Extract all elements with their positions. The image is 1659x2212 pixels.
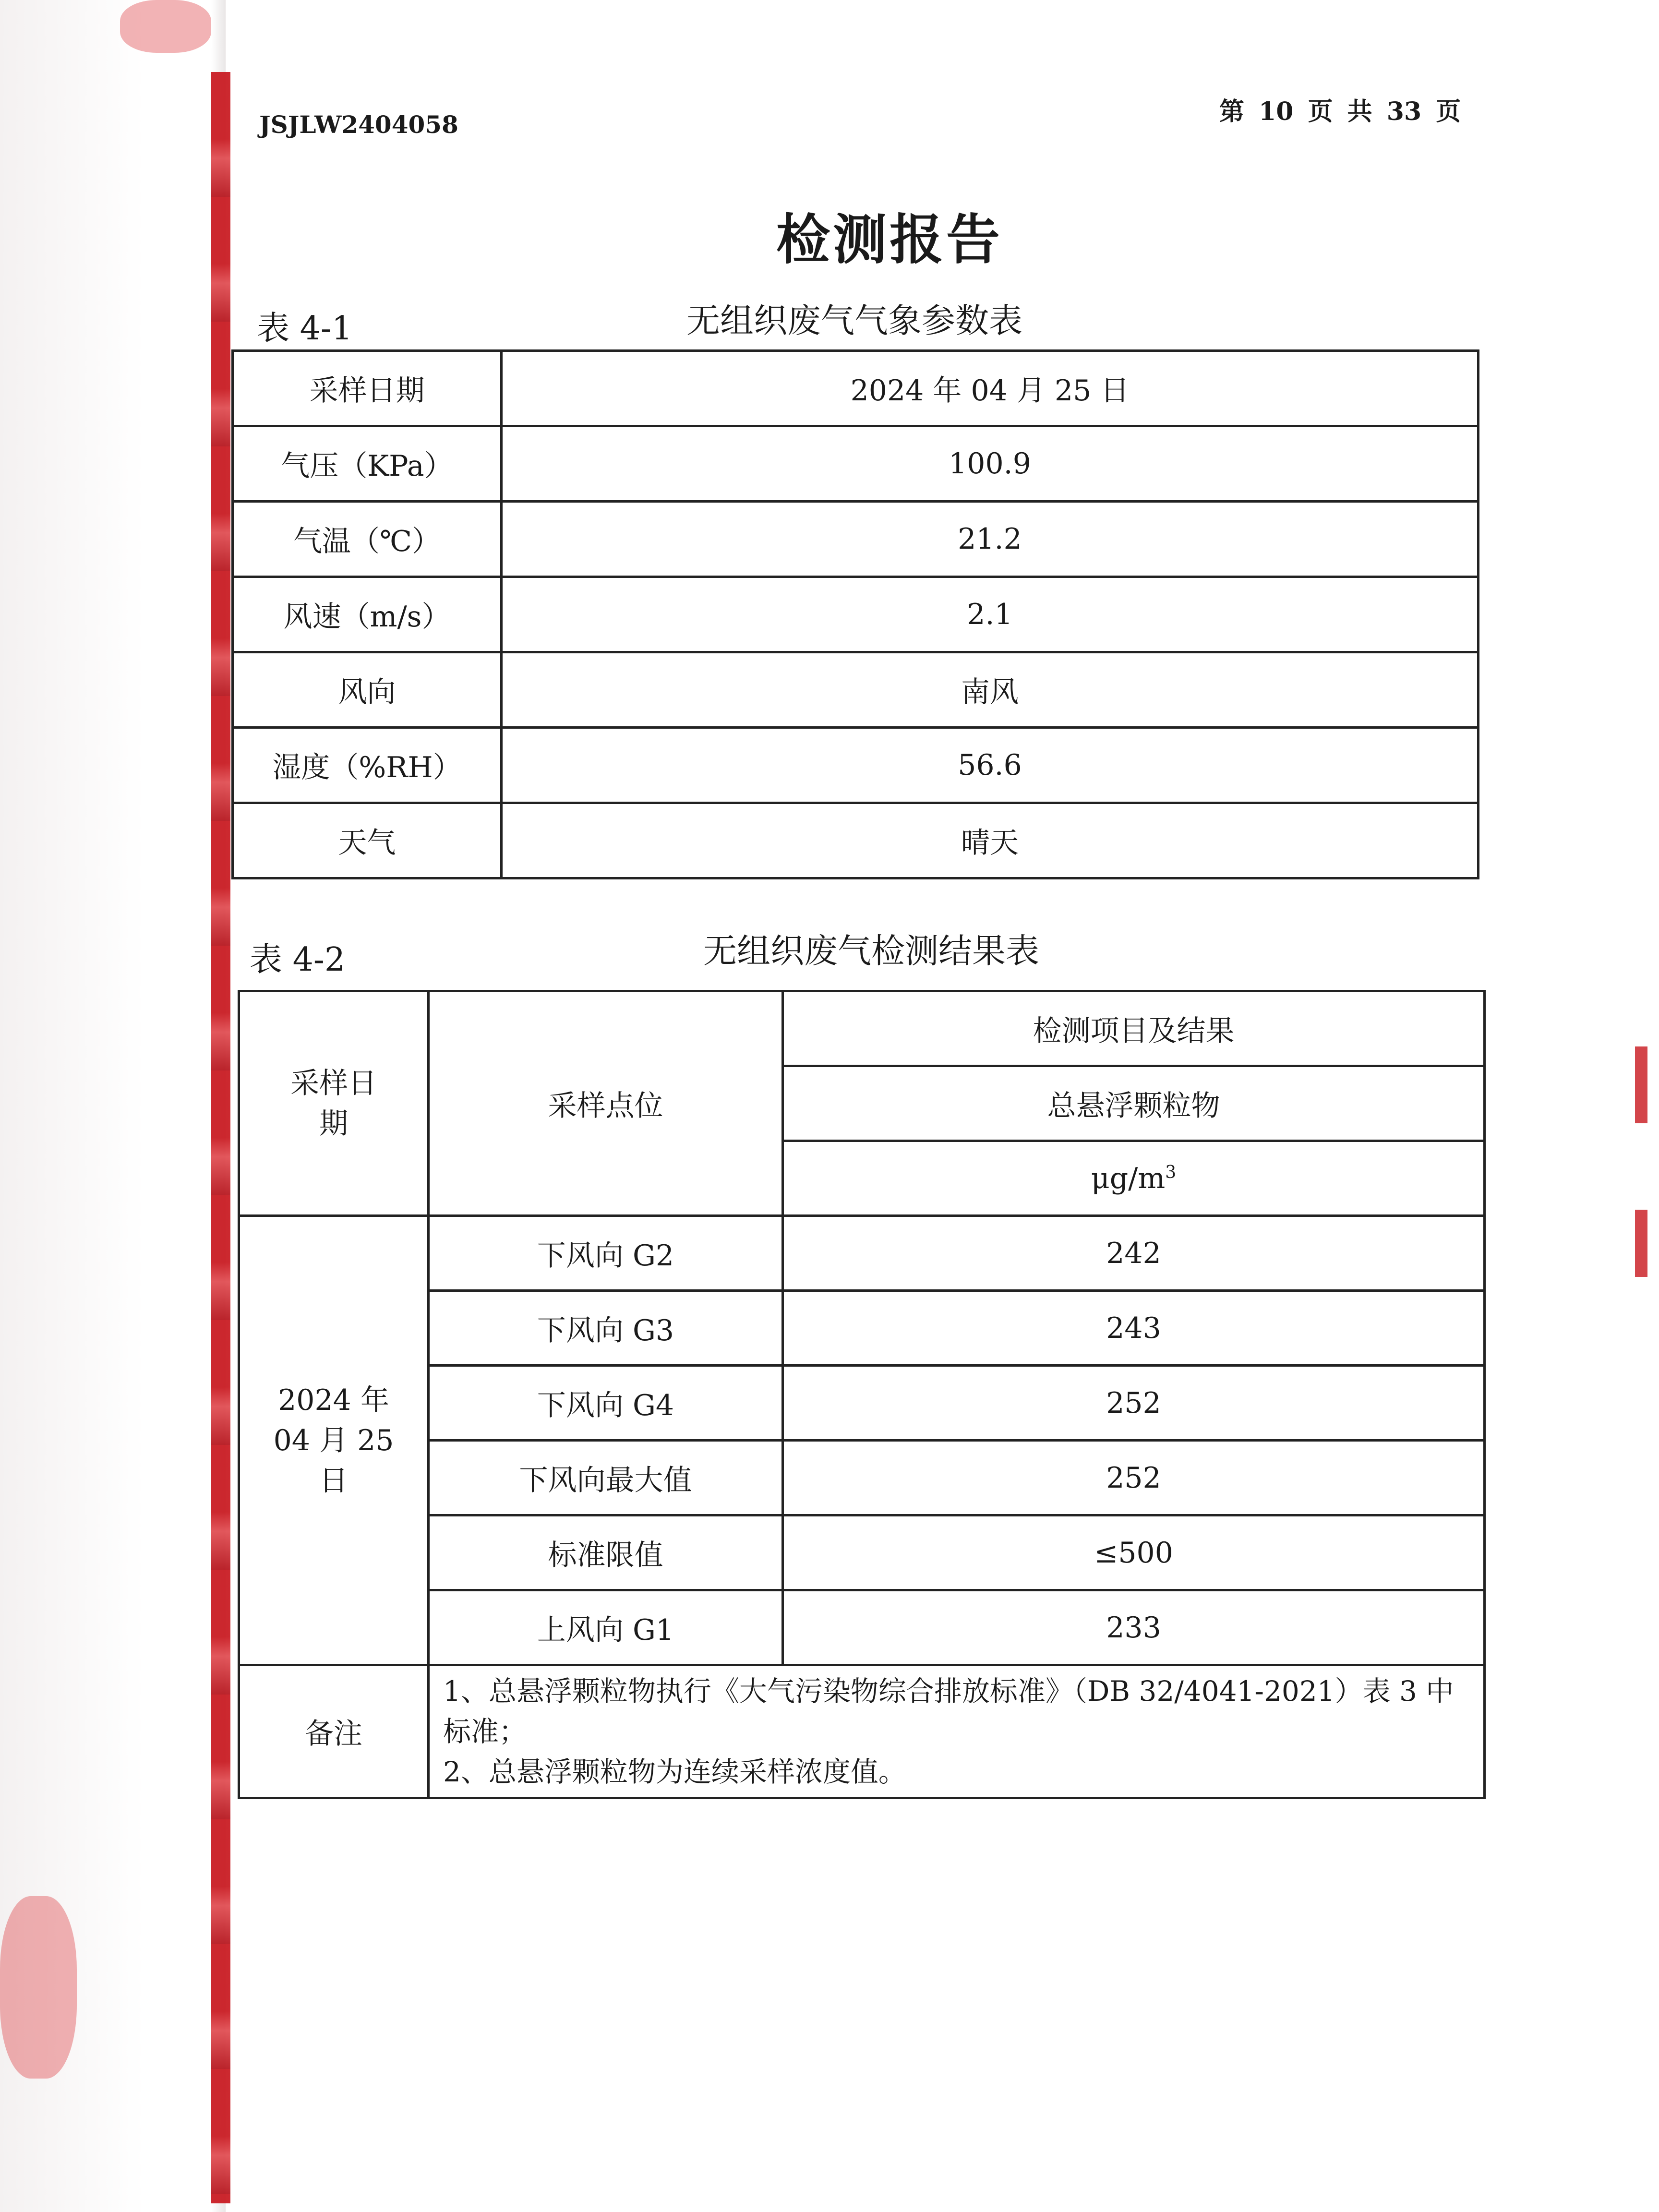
sampling-point: 下风向最大值 [429, 1441, 783, 1515]
remarks-row [239, 1665, 1485, 1798]
remarks-content [429, 1665, 1485, 1798]
item-header: 总悬浮颗粒物 [783, 1066, 1485, 1141]
table-row [233, 652, 1479, 728]
sampling-date-header-text: 采样日期 [290, 1066, 377, 1141]
meteorological-table [231, 349, 1479, 879]
sampling-point: 下风向 G3 [429, 1291, 783, 1366]
document-number: JSJLW2404058 [259, 110, 458, 139]
seal-trace [1635, 1046, 1647, 1123]
result-value: 243 [783, 1291, 1485, 1366]
sampling-point: 标准限值 [429, 1515, 783, 1590]
table1-title: 无组织废气气象参数表 [686, 301, 1022, 340]
sampling-point: 下风向 G2 [429, 1216, 783, 1291]
unit-header [783, 1141, 1485, 1216]
table2-title: 无组织废气检测结果表 [703, 931, 1039, 971]
param-value: 100.9 [502, 426, 1479, 502]
binding-edge [0, 0, 226, 2212]
seal-stamp-edge [211, 72, 230, 2203]
unit-superscript: 3 [1165, 1162, 1177, 1182]
table-row [233, 502, 1479, 577]
param-value: 56.6 [502, 728, 1479, 803]
table-row [233, 351, 1479, 426]
param-value: 晴天 [502, 803, 1479, 878]
param-label: 天气 [233, 803, 502, 878]
unit-base: μg/m [1091, 1161, 1166, 1195]
sampling-date-header [239, 991, 429, 1216]
param-value: 21.2 [502, 502, 1479, 577]
result-value: 242 [783, 1216, 1485, 1291]
param-value: 2.1 [502, 577, 1479, 652]
table-row [239, 1216, 1485, 1291]
result-value: 233 [783, 1590, 1485, 1665]
sampling-point: 下风向 G4 [429, 1366, 783, 1441]
table-row [233, 803, 1479, 878]
param-label: 湿度（%RH） [233, 728, 502, 803]
param-value: 南风 [502, 652, 1479, 728]
remark-item: 1、总悬浮颗粒物执行《大气污染物综合排放标准》（DB 32/4041-2021）表 3 中标准； [443, 1675, 1454, 1748]
seal-trace [0, 1896, 77, 2079]
param-label: 气温（℃） [233, 502, 502, 577]
param-value: 2024 年 04 月 25 日 [502, 351, 1479, 426]
result-value: ≤500 [783, 1515, 1485, 1590]
table-header-row [239, 991, 1485, 1066]
result-value: 252 [783, 1441, 1485, 1515]
sampling-point-header: 采样点位 [429, 991, 783, 1216]
param-label: 风速（m/s） [233, 577, 502, 652]
result-value: 252 [783, 1366, 1485, 1441]
table2-label: 表 4-2 [250, 941, 346, 979]
remarks-label: 备注 [239, 1665, 429, 1798]
seal-trace [120, 0, 211, 53]
param-label: 采样日期 [233, 351, 502, 426]
table1-label: 表 4-1 [257, 310, 353, 348]
sampling-date-value: 2024 年 04 月 25 日 [273, 1383, 394, 1498]
sampling-point: 上风向 G1 [429, 1590, 783, 1665]
sampling-date-cell [239, 1216, 429, 1665]
table-row [233, 426, 1479, 502]
seal-trace [1635, 1210, 1647, 1277]
param-label: 风向 [233, 652, 502, 728]
page-title: 检测报告 [776, 208, 1003, 271]
page-number: 第 10 页 共 33 页 [1219, 97, 1461, 126]
remark-item: 2、总悬浮颗粒物为连续采样浓度值。 [443, 1755, 906, 1788]
items-results-header: 检测项目及结果 [783, 991, 1485, 1066]
param-label: 气压（KPa） [233, 426, 502, 502]
results-table [238, 990, 1486, 1799]
table-row [233, 728, 1479, 803]
table-row [233, 577, 1479, 652]
